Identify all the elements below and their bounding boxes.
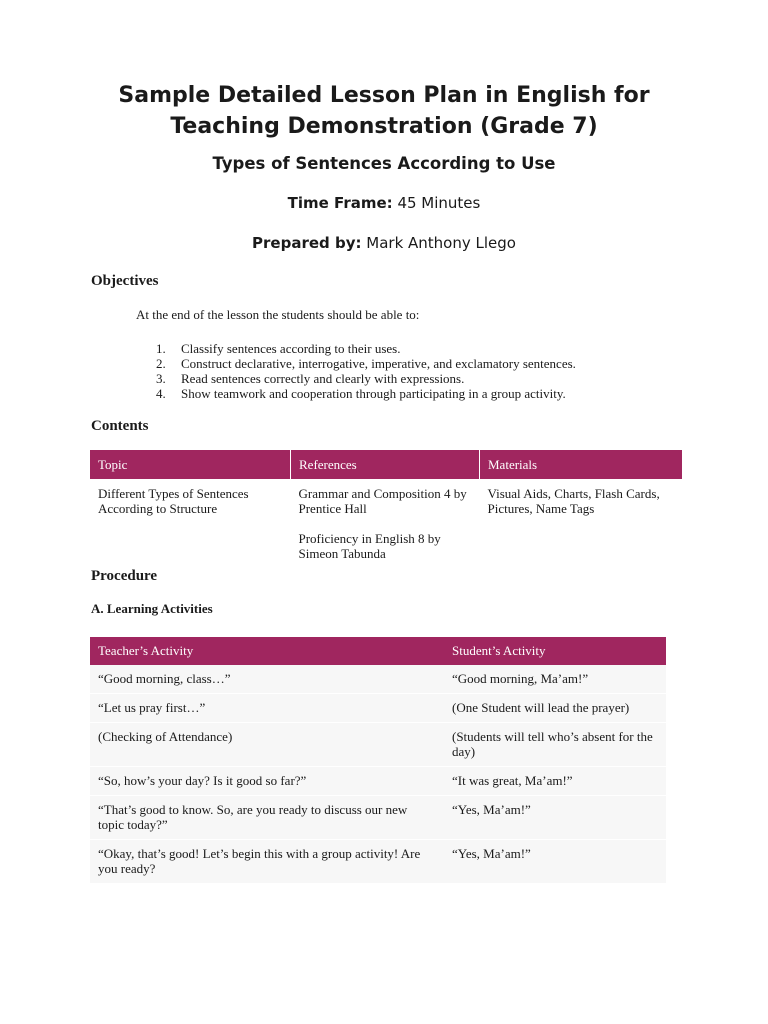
column-header-topic: Topic [90, 450, 291, 479]
title-line-1: Sample Detailed Lesson Plan in English for [118, 83, 650, 108]
learning-activities-heading: A. Learning Activities [91, 601, 213, 616]
teacher-cell: (Checking of Attendance) [90, 723, 444, 767]
contents-heading: Contents [91, 418, 149, 434]
item-number: 2. [156, 356, 166, 371]
column-header-materials: Materials [480, 450, 683, 479]
time-frame-value: 45 Minutes [397, 194, 481, 212]
topic-cell: Different Types of Sentences According to Structure [98, 486, 249, 516]
reference-item: Proficiency in English 8 by Simeon Tabunda [298, 531, 441, 561]
table-row [90, 665, 666, 694]
time-frame-label: Time Frame: [287, 194, 393, 212]
teacher-cell: “So, how’s your day? Is it good so far?” [90, 767, 444, 796]
table-row [90, 796, 666, 840]
item-number: 4. [156, 386, 166, 401]
table-row [90, 694, 666, 723]
title-line-2: Teaching Demonstration (Grade 7) [170, 114, 598, 139]
table-header-row [90, 450, 682, 479]
list-item [156, 356, 576, 371]
procedure-heading: Procedure [91, 568, 158, 584]
materials-cell: Visual Aids, Charts, Flash Cards, Pictures, Name Tags [487, 486, 660, 516]
objectives-heading: Objectives [91, 273, 159, 289]
item-text: Read sentences correctly and clearly with expressions. [181, 371, 465, 386]
activities-table [90, 637, 666, 884]
table-row [90, 723, 666, 767]
student-cell: “Good morning, Ma’am!” [444, 665, 666, 694]
teacher-cell: “Let us pray first…” [90, 694, 444, 723]
item-text: Show teamwork and cooperation through participating in a group activity. [181, 386, 566, 401]
contents-table [90, 450, 682, 583]
time-frame [0, 194, 768, 212]
objectives-list [156, 341, 576, 401]
student-cell: “Yes, Ma’am!” [444, 796, 666, 840]
teacher-cell: “That’s good to know. So, are you ready to discuss our new topic today?” [90, 796, 444, 840]
student-cell: (One Student will lead the prayer) [444, 694, 666, 723]
item-number: 1. [156, 341, 166, 356]
list-item [156, 386, 576, 401]
references-cell [291, 479, 480, 583]
reference-item: Grammar and Composition 4 by Prentice Hall [298, 486, 467, 516]
objectives-intro: At the end of the lesson the students should be able to: [136, 307, 420, 322]
document-title [0, 80, 768, 142]
student-cell: (Students will tell who’s absent for the day) [444, 723, 666, 767]
item-text: Classify sentences according to their uses. [181, 341, 401, 356]
item-number: 3. [156, 371, 166, 386]
table-header-row [90, 637, 666, 665]
document-subtitle: Types of Sentences According to Use [212, 154, 556, 173]
teacher-cell: “Okay, that’s good! Let’s begin this with a group activity! Are you ready? [90, 840, 444, 884]
prepared-by-value: Mark Anthony Llego [366, 234, 516, 252]
list-item [156, 371, 576, 386]
prepared-by [0, 234, 768, 252]
table-row [90, 767, 666, 796]
column-header-student: Student’s Activity [444, 637, 666, 665]
student-cell: “It was great, Ma’am!” [444, 767, 666, 796]
teacher-cell: “Good morning, class…” [90, 665, 444, 694]
table-row [90, 479, 682, 583]
list-item [156, 341, 576, 356]
table-row [90, 840, 666, 884]
item-text: Construct declarative, interrogative, imperative, and exclamatory sentences. [181, 356, 576, 371]
column-header-references: References [291, 450, 480, 479]
column-header-teacher: Teacher’s Activity [90, 637, 444, 665]
prepared-by-label: Prepared by: [252, 234, 362, 252]
student-cell: “Yes, Ma’am!” [444, 840, 666, 884]
